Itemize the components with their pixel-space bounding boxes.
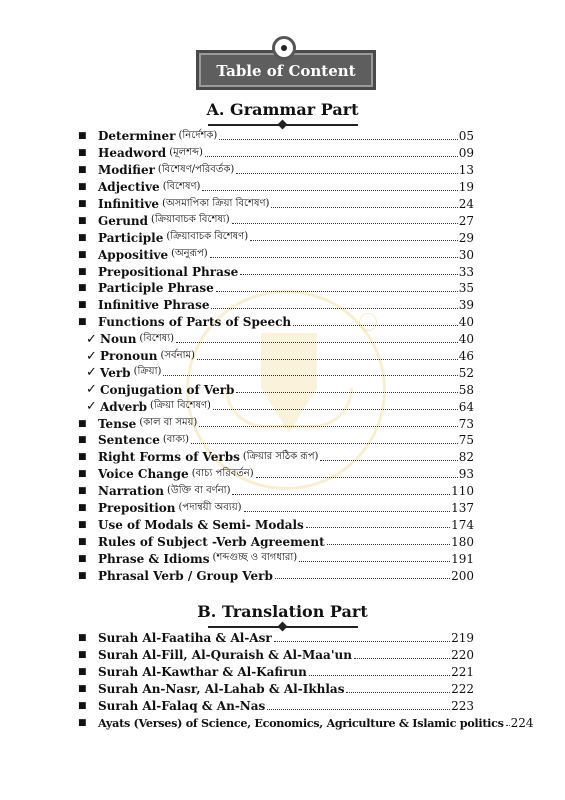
dot-leader bbox=[210, 248, 458, 258]
dot-leader bbox=[250, 231, 458, 241]
toc-entry-bengali-gloss: (বিশেষণ) bbox=[162, 180, 201, 192]
checkmark-icon: ✓ bbox=[86, 348, 97, 364]
toc-page-number: 19 bbox=[458, 180, 474, 195]
toc-entry-title: Appositive bbox=[98, 247, 169, 262]
square-bullet-icon: ■ bbox=[78, 701, 87, 711]
toc-entry-bengali-gloss: (অনুরূপ) bbox=[171, 248, 208, 260]
toc-entry-bengali-gloss: (বাচ্য পরিবর্তন) bbox=[191, 467, 254, 479]
toc-entry bbox=[78, 381, 474, 398]
translation-toc-list bbox=[78, 630, 534, 731]
toc-entry-bengali-gloss: (বিশেষণ/পরিবর্তক) bbox=[157, 163, 235, 175]
toc-entry-title: Functions of Parts of Speech bbox=[98, 315, 292, 330]
ring-ornament-icon bbox=[272, 36, 296, 60]
toc-page-number: 05 bbox=[458, 129, 474, 144]
toc-page-number: 223 bbox=[451, 699, 474, 713]
square-bullet-icon: ■ bbox=[78, 469, 87, 480]
toc-entry bbox=[78, 449, 474, 466]
toc-entry-title: Modifier bbox=[98, 163, 155, 178]
toc-entry bbox=[78, 196, 474, 213]
dot-leader bbox=[176, 333, 458, 343]
square-bullet-icon: ■ bbox=[78, 452, 87, 463]
toc-page-number: 13 bbox=[458, 163, 474, 178]
square-bullet-icon: ■ bbox=[78, 300, 87, 311]
toc-entry-title: Sentence bbox=[98, 433, 160, 448]
toc-entry bbox=[78, 246, 474, 263]
toc-entry-title: Prepositional Phrase bbox=[98, 264, 239, 279]
dot-leader bbox=[205, 147, 458, 157]
toc-entry-title: Phrase & Idioms bbox=[98, 551, 210, 566]
toc-entry-title: Participle Phrase bbox=[98, 281, 214, 296]
toc-entry-title: Conjugation of Verb bbox=[100, 382, 235, 397]
dot-leader bbox=[506, 716, 510, 726]
toc-entry-title: Noun bbox=[100, 332, 137, 347]
toc-entry-title: Voice Change bbox=[98, 467, 189, 482]
toc-page-number: 30 bbox=[458, 247, 474, 262]
toc-page-number: 09 bbox=[458, 146, 474, 161]
toc-entry bbox=[78, 432, 474, 449]
toc-page-number: 174 bbox=[451, 517, 474, 532]
toc-entry-title: Headword bbox=[98, 146, 167, 161]
toc-page-number: 52 bbox=[458, 365, 474, 380]
toc-page-number: 33 bbox=[458, 264, 474, 279]
dot-leader bbox=[191, 434, 458, 444]
square-bullet-icon: ■ bbox=[78, 519, 87, 530]
toc-entry bbox=[78, 297, 474, 314]
toc-entry bbox=[78, 567, 474, 584]
toc-entry-bengali-gloss: (পদান্বয়ী অব্যয়) bbox=[178, 501, 242, 513]
toc-entry-title: Participle bbox=[98, 230, 164, 245]
toc-entry-title: Surah Al-Falaq & An-Nas bbox=[98, 699, 266, 713]
toc-entry-title: Adjective bbox=[98, 180, 160, 195]
toc-page-number: 221 bbox=[451, 665, 474, 680]
toc-entry-title: Ayats (Verses) of Science, Economics, Agriculture & Islamic politics bbox=[98, 715, 504, 730]
square-bullet-icon: ■ bbox=[78, 650, 87, 661]
toc-entry-title: Infinitive bbox=[98, 197, 160, 211]
dot-leader bbox=[232, 485, 450, 495]
toc-entry-bengali-gloss: (মূলশব্দ) bbox=[169, 146, 203, 158]
square-bullet-icon: ■ bbox=[78, 283, 87, 294]
toc-page-number: 46 bbox=[458, 349, 474, 364]
toc-page-number: 58 bbox=[458, 382, 474, 397]
square-bullet-icon: ■ bbox=[78, 684, 87, 695]
square-bullet-icon: ■ bbox=[78, 717, 87, 728]
dot-leader bbox=[202, 181, 457, 191]
toc-entry-bengali-gloss: (সর্বনাম) bbox=[160, 349, 195, 361]
title-banner bbox=[196, 36, 376, 96]
toc-entry bbox=[78, 331, 474, 348]
square-bullet-icon: ■ bbox=[78, 486, 87, 497]
grammar-toc-list bbox=[78, 128, 474, 584]
toc-entry bbox=[78, 128, 474, 145]
toc-page-number: 93 bbox=[458, 467, 474, 482]
toc-entry bbox=[78, 348, 474, 365]
dot-leader bbox=[236, 164, 457, 174]
toc-entry bbox=[78, 483, 474, 500]
square-bullet-icon: ■ bbox=[78, 633, 87, 644]
dot-leader bbox=[216, 282, 458, 292]
toc-entry-title: Surah An-Nasr, Al-Lahab & Al-Ikhlas bbox=[98, 682, 345, 697]
toc-entry-bengali-gloss: (ক্রিয়াবাচক বিশেষ্য) bbox=[151, 214, 230, 226]
toc-entry bbox=[78, 500, 474, 517]
toc-entry-title: Surah Al-Kawthar & Al-Kafirun bbox=[98, 665, 307, 680]
toc-entry bbox=[78, 263, 474, 280]
dot-leader bbox=[232, 214, 458, 224]
square-bullet-icon: ■ bbox=[78, 165, 87, 176]
toc-page-number: 29 bbox=[458, 230, 474, 245]
checkmark-icon: ✓ bbox=[86, 331, 97, 347]
toc-entry-title: Infinitive Phrase bbox=[98, 298, 210, 313]
toc-page-number: 64 bbox=[458, 399, 474, 414]
toc-entry bbox=[78, 398, 474, 415]
dot-leader bbox=[240, 265, 457, 275]
toc-entry bbox=[78, 664, 474, 681]
checkmark-icon: ✓ bbox=[86, 399, 97, 415]
toc-entry-title: Determiner bbox=[98, 129, 176, 144]
toc-entry bbox=[78, 280, 474, 297]
dot-leader bbox=[163, 366, 457, 376]
dot-leader bbox=[275, 569, 450, 579]
square-bullet-icon: ■ bbox=[78, 536, 87, 547]
square-bullet-icon: ■ bbox=[78, 232, 87, 243]
toc-entry-bengali-gloss: (উক্তি বা বর্ণনা) bbox=[167, 484, 231, 496]
toc-page-number: 191 bbox=[451, 551, 474, 566]
translation-heading: B. Translation Part bbox=[197, 602, 368, 621]
square-bullet-icon: ■ bbox=[78, 503, 87, 514]
toc-entry-title: Right Forms of Verbs bbox=[98, 450, 240, 465]
dot-leader bbox=[236, 383, 457, 393]
toc-page-number: 110 bbox=[451, 484, 474, 499]
toc-page-number: 82 bbox=[458, 450, 474, 465]
dot-leader bbox=[199, 417, 457, 427]
dot-leader bbox=[267, 700, 450, 710]
square-bullet-icon: ■ bbox=[78, 215, 87, 226]
toc-entry-bengali-gloss: (বিশেষ্য) bbox=[139, 332, 174, 344]
dot-leader bbox=[299, 552, 450, 562]
grammar-section-header bbox=[0, 100, 565, 129]
toc-entry-bengali-gloss: (ক্রিয়ার সঠিক রূপ) bbox=[242, 450, 319, 462]
toc-entry bbox=[78, 533, 474, 550]
toc-entry-title: Surah Al-Fill, Al-Quraish & Al-Maa'un bbox=[98, 648, 352, 663]
grammar-heading: A. Grammar Part bbox=[206, 100, 359, 119]
toc-entry-title: Surah Al-Faatiha & Al-Asr bbox=[98, 631, 272, 646]
toc-entry bbox=[78, 229, 474, 246]
toc-entry-title: Pronoun bbox=[100, 349, 158, 364]
toc-entry-bengali-gloss: (অসমাপিকা ক্রিয়া বিশেষণ) bbox=[162, 197, 270, 209]
dot-leader bbox=[244, 502, 451, 512]
square-bullet-icon: ■ bbox=[78, 266, 87, 277]
square-bullet-icon: ■ bbox=[78, 418, 87, 429]
square-bullet-icon: ■ bbox=[78, 570, 87, 581]
toc-entry bbox=[78, 314, 474, 331]
toc-page-number: 220 bbox=[451, 648, 474, 663]
dot-leader bbox=[293, 316, 458, 326]
toc-entry-bengali-gloss: (নির্দেশক) bbox=[178, 129, 218, 141]
dot-leader bbox=[327, 535, 450, 545]
dot-leader bbox=[213, 400, 458, 410]
dot-leader bbox=[197, 350, 458, 360]
toc-entry-title: Phrasal Verb / Group Verb bbox=[98, 568, 273, 583]
toc-entry bbox=[78, 364, 474, 381]
toc-entry-title: Adverb bbox=[100, 399, 148, 414]
dot-leader bbox=[346, 683, 450, 693]
dot-leader bbox=[320, 451, 457, 461]
toc-entry-title: Narration bbox=[98, 484, 164, 499]
square-bullet-icon: ■ bbox=[78, 148, 87, 159]
toc-entry-title: Tense bbox=[98, 416, 137, 431]
toc-page-number: 27 bbox=[458, 213, 474, 228]
toc-page-number: 222 bbox=[451, 682, 474, 697]
square-bullet-icon: ■ bbox=[78, 182, 87, 193]
toc-entry bbox=[78, 698, 474, 715]
square-bullet-icon: ■ bbox=[78, 131, 87, 142]
toc-entry bbox=[78, 516, 474, 533]
banner-title: Table of Content bbox=[216, 62, 356, 80]
toc-page-number: 40 bbox=[458, 332, 474, 347]
toc-page-number: 224 bbox=[510, 715, 534, 730]
square-bullet-icon: ■ bbox=[78, 553, 87, 564]
toc-entry bbox=[78, 179, 474, 196]
toc-page-number: 137 bbox=[451, 501, 474, 516]
toc-entry-title: Verb bbox=[100, 365, 131, 380]
dot-leader bbox=[354, 649, 450, 659]
toc-page-number: 73 bbox=[458, 416, 474, 431]
toc-entry-bengali-gloss: (বাক্য) bbox=[162, 433, 190, 445]
checkmark-icon: ✓ bbox=[86, 365, 97, 381]
toc-entry bbox=[78, 630, 474, 647]
translation-section-header bbox=[0, 602, 565, 631]
toc-entry bbox=[78, 714, 534, 731]
toc-entry bbox=[78, 550, 474, 567]
dot-leader bbox=[309, 666, 450, 676]
toc-entry bbox=[78, 212, 474, 229]
square-bullet-icon: ■ bbox=[78, 249, 87, 260]
toc-entry-bengali-gloss: (শব্দগুচ্ছ ও বাগধারা) bbox=[212, 552, 298, 564]
toc-page-number: 39 bbox=[458, 298, 474, 313]
dot-leader bbox=[306, 518, 450, 528]
toc-entry bbox=[78, 647, 474, 664]
toc-page-number: 180 bbox=[451, 534, 474, 549]
toc-page-number: 219 bbox=[451, 631, 474, 646]
square-bullet-icon: ■ bbox=[78, 199, 87, 209]
toc-page-number: 200 bbox=[451, 568, 474, 583]
dot-leader bbox=[274, 632, 450, 642]
square-bullet-icon: ■ bbox=[78, 667, 87, 678]
dot-leader bbox=[219, 130, 457, 140]
dot-leader bbox=[211, 299, 457, 309]
toc-entry-bengali-gloss: (ক্রিয়া বিশেষণ) bbox=[150, 400, 211, 412]
toc-entry-title: Gerund bbox=[98, 213, 149, 228]
toc-entry-title: Preposition bbox=[98, 501, 176, 516]
toc-entry-bengali-gloss: (ক্রিয়া) bbox=[133, 366, 162, 378]
toc-page-number: 75 bbox=[458, 433, 474, 448]
toc-page-number: 40 bbox=[458, 315, 474, 330]
dot-leader bbox=[256, 468, 458, 478]
toc-page-number: 24 bbox=[458, 197, 474, 211]
toc-entry-bengali-gloss: (কাল বা সময়) bbox=[139, 417, 198, 429]
square-bullet-icon: ■ bbox=[78, 435, 87, 446]
dot-leader bbox=[271, 198, 457, 208]
toc-entry-title: Rules of Subject -Verb Agreement bbox=[98, 534, 325, 549]
toc-entry bbox=[78, 681, 474, 698]
toc-entry bbox=[78, 415, 474, 432]
toc-entry-title: Use of Modals & Semi- Modals bbox=[98, 517, 304, 532]
toc-entry-bengali-gloss: (ক্রিয়াবাচক বিশেষণ) bbox=[166, 231, 249, 243]
checkmark-icon: ✓ bbox=[86, 382, 97, 398]
square-bullet-icon: ■ bbox=[78, 317, 87, 328]
toc-entry bbox=[78, 162, 474, 179]
toc-entry bbox=[78, 466, 474, 483]
toc-page-number: 35 bbox=[458, 281, 474, 296]
toc-entry bbox=[78, 145, 474, 162]
